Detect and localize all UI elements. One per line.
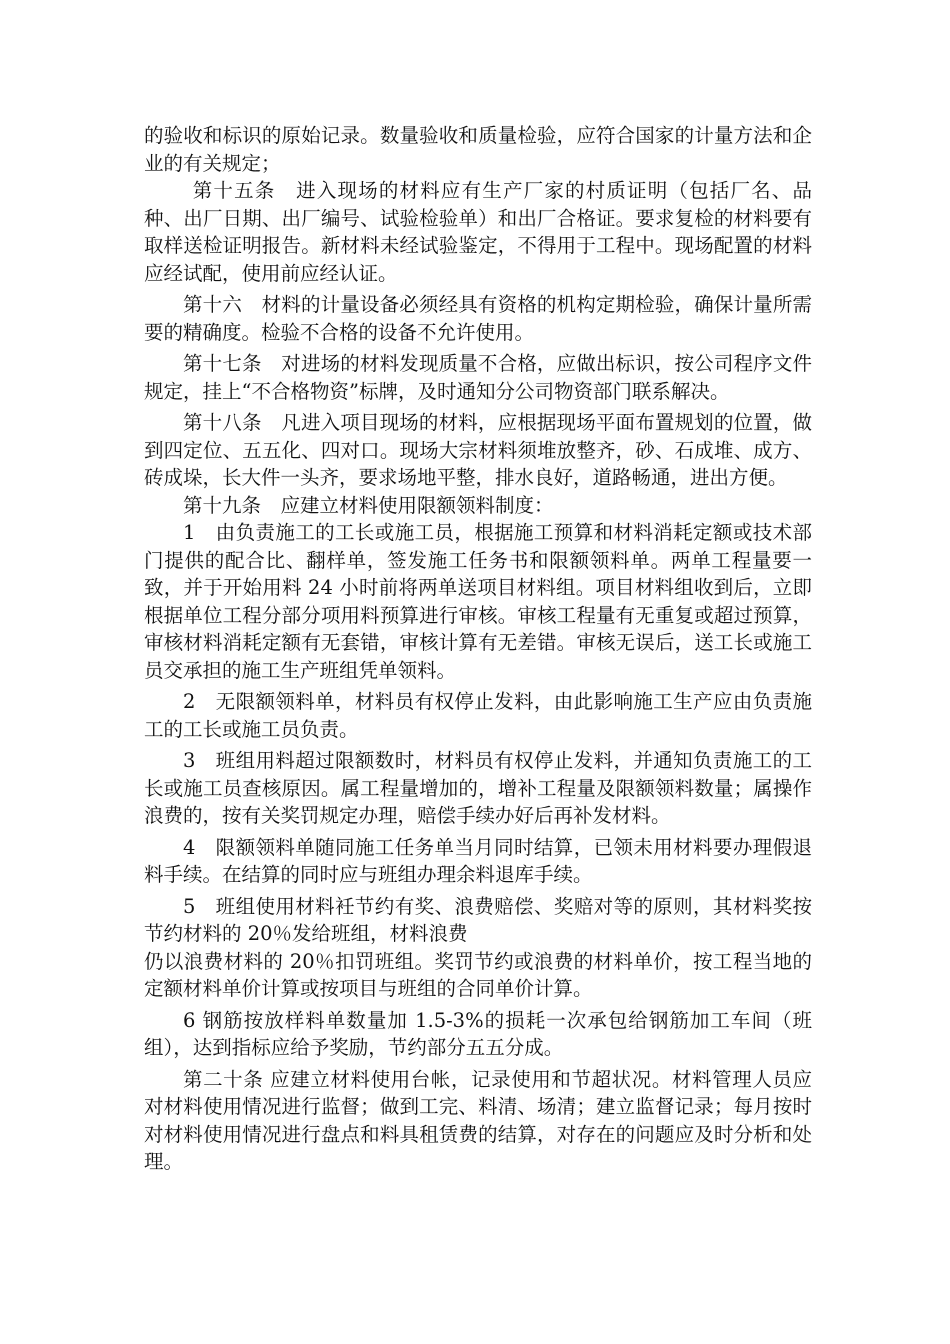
document-page [144, 122, 812, 1176]
paragraph-item-5-continued: 仍以浪费材料的 20％扣罚班组。奖罚节约或浪费的材料单价，按工程当地的定额材料单价计算或按项目与班组的合同单价计算。 [144, 949, 812, 1000]
paragraph-item-3: 3 班组用料超过限额数时，材料员有权停止发料，并通知负责施工的工长或施工员查核原因。属工程量增加的，增补工程量及限额领料数量；属操作浪费的，按有关奖罚规定办理，赔偿手续办好后再补发材料。 [144, 749, 812, 827]
paragraph-item-4: 4 限额领料单随同施工任务单当月同时结算，已领未用材料要办理假退料手续。在结算的同时应与班组办理余料退库手续。 [144, 835, 812, 886]
paragraph-article-19: 第十九条 应建立材料使用限额领料制度： [183, 493, 554, 517]
paragraph-item-6: 6 钢筋按放样料单数量加 1.5-3%的损耗一次承包给钢筋加工车间（班组），达到指标应给予奖励，节约部分五五分成。 [144, 1008, 812, 1059]
paragraph-article-15: 第十五条 进入现场的材料应有生产厂家的村质证明（包括厂名、品种、出厂日期、出厂编号、试验检验单）和出厂合格证。要求复检的材料要有取样送检证明报告。新材料未经试验鉴定，不得用于工程中。现场配置的材料应经试配，使用前应经认证。 [144, 179, 812, 285]
paragraph-item-2: 2 无限额领料单，材料员有权停止发料，由此影响施工生产应由负责施工的工长或施工员负责。 [144, 690, 812, 741]
paragraph-item-1: 1 由负责施工的工长或施工员，根据施工预算和材料消耗定额或技术部门提供的配合比、翻样单，签发施工任务书和限额领料单。两单工程量要一致，并于开始用料 24 小时前将两单送项目材料组。项目材料组收到后，立即根据单位工程分部分项用料预算进行审核。审核工程量有无重复或超过预算，审核材料消耗定额有无套错，审核计算有无差错。审核无误后，送工长或施工员交承担的施工生产班组凭单领料。 [144, 521, 812, 682]
paragraph-article-18: 第十八条 凡进入项目现场的材料，应根据现场平面布置规划的位置，做到四定位、五五化、四对口。现场大宗材料须堆放整齐，砂、石成堆、成方、砖成垛，长大件一头齐，要求场地平整，排水良好，道路畅通，进出方便。 [144, 411, 812, 489]
paragraph-intro: 的验收和标识的原始记录。数量验收和质量检验，应符合国家的计量方法和企业的有关规定； [144, 124, 812, 175]
paragraph-item-5: 5 班组使用材料衽节约有奖、浪费赔偿、奖赔对等的原则，其材料奖按节约材料的 20％发给班组，材料浪费 [144, 894, 812, 945]
paragraph-article-16: 第十六 材料的计量设备必须经具有资格的机构定期检验，确保计量所需要的精确度。检验不合格的设备不允许使用。 [144, 293, 812, 344]
paragraph-article-20: 第二十条 应建立材料使用台帐，记录使用和节超状况。材料管理人员应对材料使用情况进行监督；做到工完、料清、场清；建立监督记录；每月按时对材料使用情况进行盘点和料具租赁费的结算，对存在的问题应及时分析和处理。 [144, 1067, 812, 1173]
paragraph-article-17: 第十七条 对进场的材料发现质量不合格，应做出标识，按公司程序文件规定，挂上“不合格物资”标牌，及时通知分公司物资部门联系解决。 [144, 352, 812, 403]
